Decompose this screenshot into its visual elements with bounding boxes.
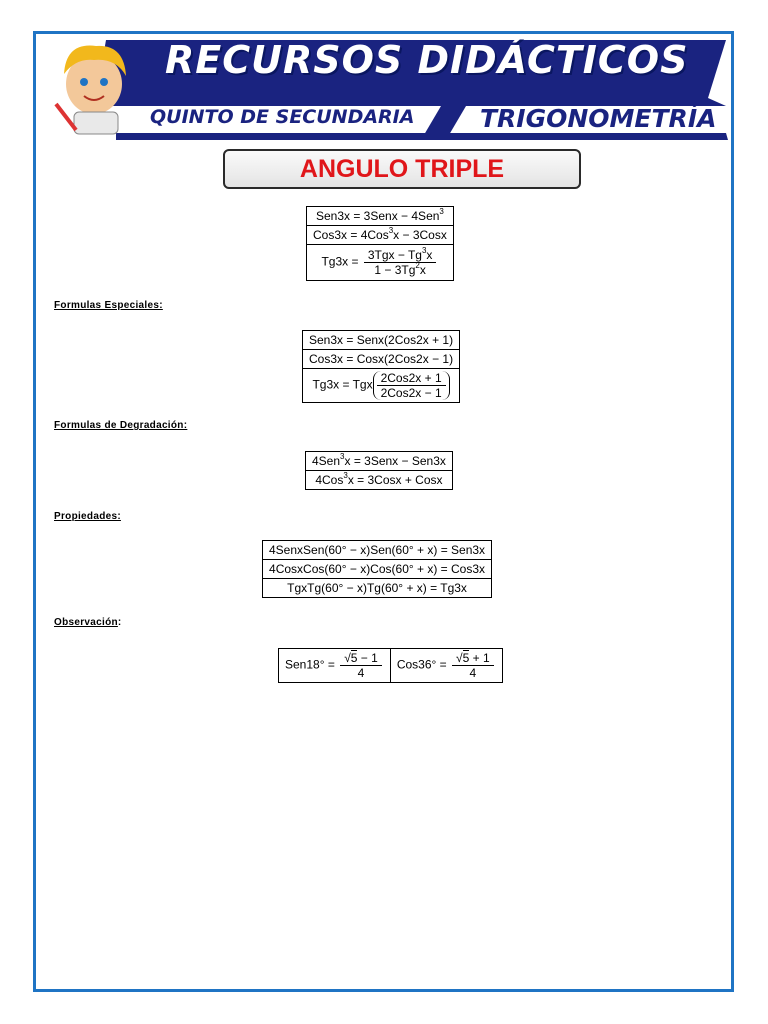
table-row xyxy=(263,579,492,598)
formula-sen3x: Sen3x = 3Senx − 4Sen$^3$ xyxy=(307,207,454,226)
formula-esp-sen: Sen3x = Senx(2Cos2x + 1) xyxy=(303,331,460,350)
formula-esp-tg: Tg3x = Tgx $\frac{\text{2Cos2x + 1}}{\text{2Cos2x − 1}}$ xyxy=(303,369,460,403)
table-row xyxy=(303,331,460,350)
student-mascot-icon xyxy=(56,46,126,134)
section-degradacion: Formulas de Degradación: xyxy=(54,420,188,431)
header-grade: QUINTO DE SECUNDARIA xyxy=(150,106,415,128)
propiedad-cos: 4CosxCos(60° − x)Cos(60° + x) = Cos3x xyxy=(263,560,492,579)
table-row xyxy=(263,541,492,560)
header-subject: TRIGONOMETRÍA xyxy=(480,104,717,133)
table-row xyxy=(303,369,460,403)
section-especiales: Formulas Especiales: xyxy=(54,300,163,311)
table-row xyxy=(279,649,503,683)
observacion-table xyxy=(278,648,503,683)
table-row xyxy=(307,207,454,226)
section-observacion: Observación: xyxy=(54,617,122,628)
especiales-table xyxy=(302,330,460,403)
section-propiedades: Propiedades: xyxy=(54,511,121,522)
propiedad-tg: TgxTg(60° − x)Tg(60° + x) = Tg3x xyxy=(263,579,492,598)
degradacion-table xyxy=(305,451,453,490)
propiedad-sen: 4SenxSen(60° − x)Sen(60° + x) = Sen3x xyxy=(263,541,492,560)
propiedades-table xyxy=(262,540,492,598)
table-row xyxy=(303,350,460,369)
header-title: RECURSOS DIDÁCTICOS xyxy=(165,38,689,82)
formula-tg3x: Tg3x = $\frac{3Tgx - Tg^3x}{1 - 3Tg^2x}$ xyxy=(307,245,454,281)
table-row xyxy=(307,226,454,245)
formula-cos3x: Cos3x = 4Cos$^3$x − 3Cosx xyxy=(307,226,454,245)
observacion-sen18: Sen18° = $\frac{√5 - 1}{4}$ xyxy=(279,649,391,683)
observacion-cos36: Cos36° = $\frac{√5 + 1}{4}$ xyxy=(390,649,502,683)
main-formulas-table xyxy=(306,206,454,281)
table-row xyxy=(306,452,453,471)
table-row xyxy=(306,471,453,490)
table-row xyxy=(307,245,454,281)
topic-title: ANGULO TRIPLE xyxy=(223,149,581,189)
table-row xyxy=(263,560,492,579)
formula-esp-cos: Cos3x = Cosx(2Cos2x − 1) xyxy=(303,350,460,369)
formula-deg-cos: 4Cos$^3$x = 3Cosx + Cosx xyxy=(306,471,453,490)
formula-deg-sen: 4Sen$^3$x = 3Senx − Sen3x xyxy=(306,452,453,471)
